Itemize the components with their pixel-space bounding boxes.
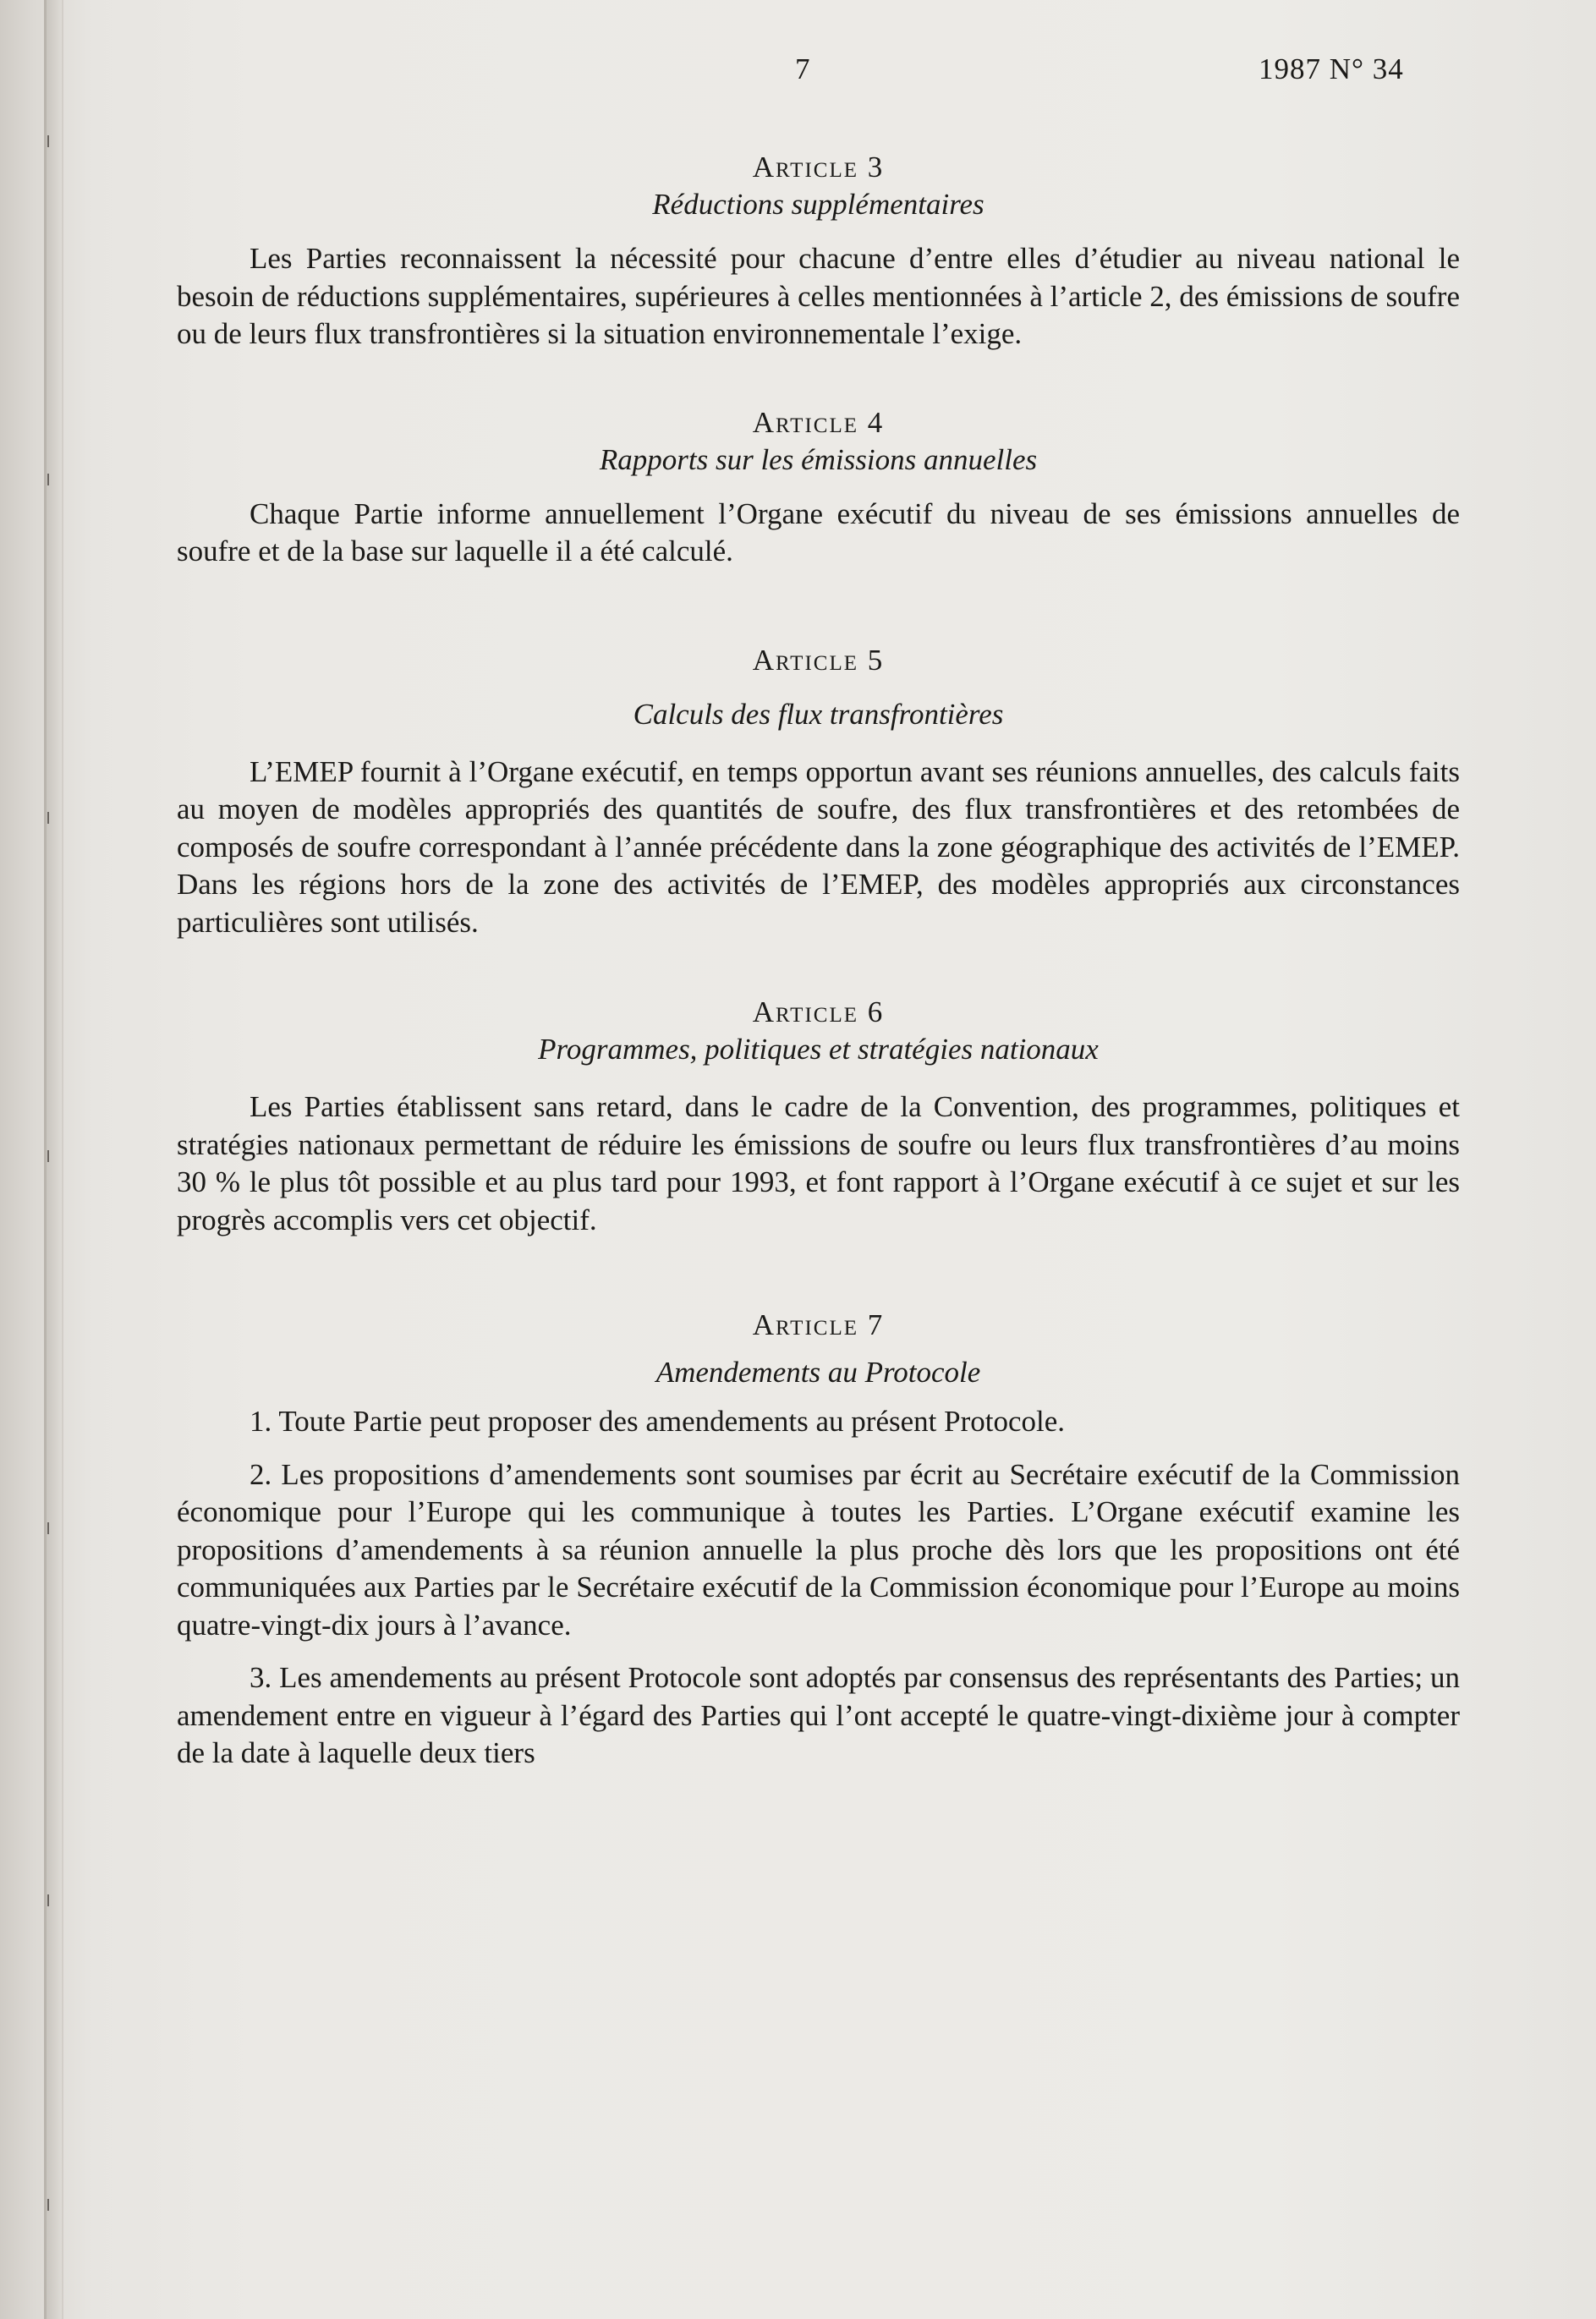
binding-stitch [47, 1522, 49, 1534]
article-paragraph: L’EMEP fournit à l’Organe exécutif, en temps opportun avant ses réunions annuelles, des calculs faits au moyen de modèles appropriés des quantités de soufre, des flux transfrontières et des retombées de composés de soufre correspondant à l’année précédente dans la zone géographique des activités de l’EMEP. Dans les régions hors de la zone des activités de l’EMEP, des modèles appropriés aux circonstances particulières sont utilisés. [177, 754, 1460, 939]
binding-stitch [47, 2199, 49, 2211]
binding-stitch [47, 1150, 49, 1162]
article-paragraph: 2. Les propositions d’amendements sont soumises par écrit au Secrétaire exécutif de la Commission économique pour l’Europe qui les communique à toutes les Parties. L’Organe exécutif examine les propositions d’amendements à sa réunion annuelle la plus proche dès lors que les propositions ont été communiquées aux Parties par le Secrétaire exécutif de la Commission économique pour l’Europe au moins quatre-vingt-dix jours à l’avance. [177, 1457, 1460, 1642]
article-4 [177, 404, 1460, 571]
article-heading: Article 3 [752, 151, 885, 184]
article-title: Programmes, politiques et stratégies nationaux [538, 1033, 1099, 1066]
article-paragraph: 1. Toute Partie peut proposer des amendements au présent Protocole. [250, 1405, 1066, 1438]
article-paragraph: Chaque Partie informe annuellement l’Organe exécutif du niveau de ses émissions annuelles de soufre et de la base sur laquelle il a été calculé. [177, 496, 1460, 567]
article-paragraph: 3. Les amendements au présent Protocole sont adoptés par consensus des représentants des Parties; un amendement entre en vigueur à l’égard des Parties qui l’ont accepté le quatre-vingt-dixième jour à compter de la date à laquelle deux tiers [177, 1661, 1460, 1769]
binding-stitch [47, 1894, 49, 1906]
article-paragraph: Les Parties reconnaissent la nécessité pour chacune d’entre elles d’étudier au niveau national le besoin de réductions supplémentaires, supérieures à celles mentionnées à l’article 2, des émissions de soufre ou de leurs flux transfrontières si la situation environnementale l’exige. [177, 242, 1460, 350]
article-title: Calculs des flux transfrontières [633, 697, 1004, 731]
binding-stitch [47, 135, 49, 147]
document-reference: 1987 N° 34 [1259, 52, 1404, 85]
page-number: 7 [795, 52, 810, 85]
article-5 [177, 642, 1460, 942]
article-6 [177, 994, 1460, 1239]
page-header [0, 52, 1596, 86]
article-heading: Article 4 [752, 405, 885, 439]
article-heading: Article 6 [752, 995, 885, 1028]
article-title: Réductions supplémentaires [652, 188, 984, 221]
article-heading: Article 5 [752, 643, 885, 677]
document-body [177, 149, 1460, 1773]
article-title: Amendements au Protocole [655, 1356, 981, 1389]
article-heading: Article 7 [752, 1308, 885, 1341]
article-3 [177, 149, 1460, 354]
article-title: Rapports sur les émissions annuelles [599, 442, 1038, 476]
binding-stitch [47, 474, 49, 485]
article-paragraph: Les Parties établissent sans retard, dans le cadre de la Convention, des programmes, politiques et stratégies nationaux permettant de réduire les émissions de soufre ou leurs flux transfrontières d’au moins 30 % le plus tôt possible et au plus tard pour 1993, et font rapport à l’Organe exécutif à ce sujet et sur les progrès accomplis vers cet objectif. [177, 1090, 1460, 1236]
article-7 [177, 1307, 1460, 1773]
binding-stitch [47, 812, 49, 824]
